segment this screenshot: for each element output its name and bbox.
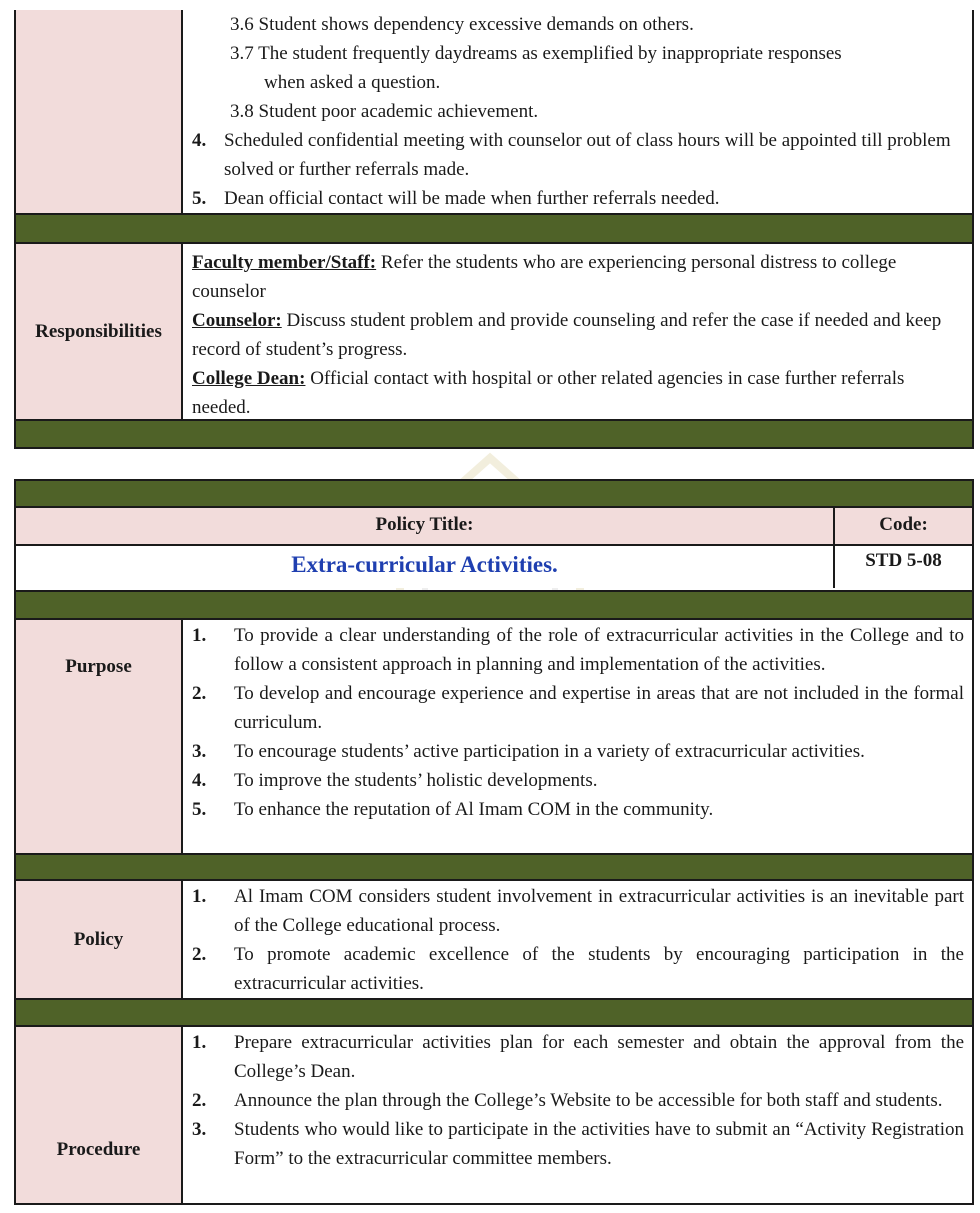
policy-title-label: Policy Title: [16, 508, 835, 544]
responsibilities-content [183, 244, 972, 419]
list-item [192, 621, 964, 679]
item-number: 1. [192, 625, 207, 646]
list-item [192, 126, 964, 184]
responsibilities-label: Responsibilities [16, 244, 183, 419]
list-item [192, 679, 964, 737]
role-text: Discuss student problem and provide counseling and refer the case if needed and keep record of student’s progress. [192, 310, 942, 360]
separator-band [16, 421, 972, 447]
procedure-continuation-row [16, 10, 972, 215]
extracurricular-policy-table [14, 479, 974, 1205]
item-text: To promote academic excellence of the students by encouraging participation in the extracurricular activities. [234, 944, 964, 994]
item-number: 1. [192, 886, 207, 907]
role-label: College Dean: [192, 368, 306, 389]
item-text: To improve the students’ holistic developments. [234, 770, 598, 791]
role-label: Faculty member/Staff: [192, 252, 377, 273]
role-text: Official contact with hospital or other related agencies in case further referrals needed. [192, 368, 905, 418]
item-text: Students who would like to participate in the activities have to submit an “Activity Registration Form” to the extracurricular committee members. [234, 1119, 964, 1169]
list-item [192, 1086, 964, 1115]
separator-band [16, 855, 972, 881]
item-text: To develop and encourage experience and expertise in areas that are not included in the formal curriculum. [234, 683, 964, 733]
list-item [192, 795, 964, 824]
item-number: 2. [192, 1090, 207, 1111]
item-text: Announce the plan through the College’s Website to be accessible for both staff and students. [234, 1090, 943, 1111]
sub-item: 3.7 The student frequently daydreams as exemplified by inappropriate responses [230, 43, 842, 64]
policy-title: Extra-curricular Activities. [16, 546, 835, 588]
item-text: To provide a clear understanding of the role of extracurricular activities in the College and to follow a consistent approach in planning and implementation of the activities. [234, 625, 964, 675]
separator-band [16, 592, 972, 620]
previous-policy-table [14, 10, 974, 449]
purpose-label: Purpose [16, 620, 183, 853]
policy-label: Policy [16, 881, 183, 998]
item-text: Prepare extracurricular activities plan for each semester and obtain the approval from the College’s Dean. [234, 1032, 964, 1082]
item-text: Scheduled confidential meeting with counselor out of class hours will be appointed till problem solved or further referrals made. [224, 130, 951, 180]
item-number: 4. [192, 130, 207, 151]
list-item [192, 1028, 964, 1086]
role-text: Refer the students who are experiencing personal distress to college counselor [192, 252, 897, 302]
row-label-empty [16, 10, 183, 213]
responsibility-entry [192, 306, 964, 364]
list-item [192, 737, 964, 766]
purpose-row [16, 620, 972, 855]
item-text: Al Imam COM considers student involvement in extracurricular activities is an inevitable part of the College educational process. [234, 886, 964, 936]
separator-band [16, 481, 972, 508]
separator-band [16, 215, 972, 244]
item-number: 4. [192, 770, 207, 791]
item-number: 3. [192, 741, 207, 762]
item-text: To encourage students’ active participation in a variety of extracurricular activities. [234, 741, 865, 762]
policy-header-row [16, 508, 972, 546]
sub-item: 3.8 Student poor academic achievement. [230, 101, 539, 122]
list-item [192, 1115, 964, 1173]
item-text: Dean official contact will be made when further referrals needed. [224, 188, 720, 209]
role-label: Counselor: [192, 310, 282, 331]
item-number: 5. [192, 188, 207, 209]
item-number: 3. [192, 1119, 207, 1140]
procedure-content [183, 1027, 972, 1203]
procedure-row [16, 1027, 972, 1203]
item-text: To enhance the reputation of Al Imam COM in the community. [234, 799, 714, 820]
procedure-label: Procedure [16, 1027, 183, 1203]
sub-item: 3.6 Student shows dependency excessive demands on others. [230, 14, 694, 35]
responsibility-entry [192, 248, 964, 306]
sub-item-continuation: when asked a question. [264, 72, 441, 93]
separator-band [16, 1000, 972, 1027]
responsibility-entry [192, 364, 964, 422]
policy-code: STD 5-08 [835, 546, 972, 590]
code-label: Code: [835, 508, 972, 544]
item-number: 1. [192, 1032, 207, 1053]
list-item [192, 766, 964, 795]
item-number: 5. [192, 799, 207, 820]
item-number: 2. [192, 683, 207, 704]
list-item [192, 940, 964, 998]
policy-content [183, 881, 972, 998]
responsibilities-row [16, 244, 972, 421]
policy-title-row [16, 546, 972, 592]
list-item [192, 184, 964, 213]
purpose-content [183, 620, 972, 853]
procedure-continuation-content [183, 10, 972, 213]
policy-row [16, 881, 972, 1000]
item-number: 2. [192, 944, 207, 965]
list-item [192, 882, 964, 940]
